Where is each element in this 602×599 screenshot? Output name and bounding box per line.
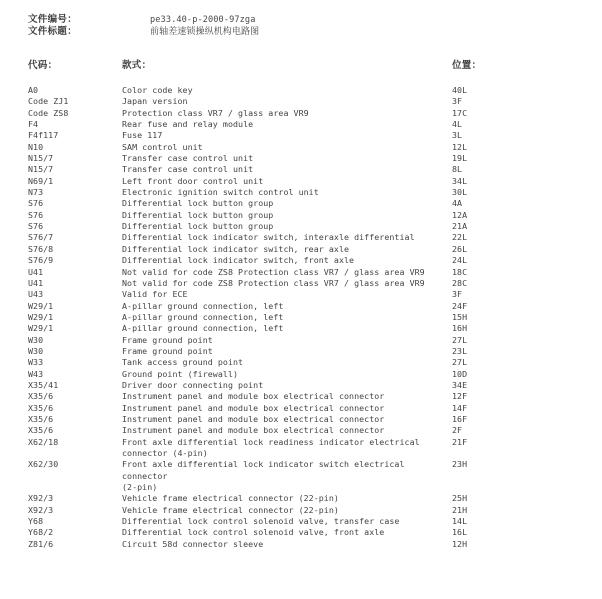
cell-code: W30 (28, 345, 44, 356)
table-row (28, 130, 602, 141)
cell-code: S76 (28, 198, 44, 209)
cell-style: Differential lock control solenoid valve, front axle (122, 527, 385, 538)
cell-code: N10 (28, 141, 44, 152)
cell-style: Instrument panel and module box electrical connector (122, 425, 385, 436)
cell-style (122, 437, 452, 460)
cell-position: 27L (452, 357, 468, 368)
cell-style: A-pillar ground connection, left (122, 323, 284, 334)
cell-position: 21A (452, 221, 468, 232)
cell-style: Driver door connecting point (122, 379, 264, 390)
document-number-label: 文件编号： (28, 14, 78, 25)
cell-style: Differential lock button group (122, 221, 274, 232)
cell-code: Code ZS8 (28, 107, 69, 118)
cell-position: 34L (452, 175, 468, 186)
cell-code: Y68/2 (28, 527, 54, 538)
cell-code: U41 (28, 266, 44, 277)
table-row (28, 176, 602, 187)
cell-style: Fuse 117 (122, 130, 163, 141)
cell-position: 14F (452, 402, 468, 413)
table-column-headers (28, 59, 602, 72)
cell-position: 3F (452, 96, 463, 107)
cell-code: W29/1 (28, 311, 54, 322)
cell-style: Protection class VR7 / glass area VR9 (122, 107, 309, 118)
cell-code: F4f117 (28, 130, 59, 141)
table-row (28, 414, 602, 425)
table-row (28, 142, 602, 153)
column-header-position: 位置： (452, 60, 482, 71)
table-row (28, 539, 602, 550)
column-header-style: 款式： (122, 60, 152, 71)
table-row (28, 357, 602, 368)
cell-position: 23H (452, 459, 468, 470)
cell-code: X35/6 (28, 413, 54, 424)
cell-code: A0 (28, 85, 39, 95)
cell-style: Ground point (firewall) (122, 368, 239, 379)
cell-code: X92/3 (28, 504, 54, 515)
cell-code: W43 (28, 368, 44, 379)
cell-style-line2: (2-pin) (122, 482, 158, 493)
table-row (28, 459, 602, 493)
cell-position: 16L (452, 527, 468, 538)
cell-style-line1: Front axle differential lock readiness indicator electrical (122, 436, 420, 447)
cell-style: Differential lock indicator switch, front axle (122, 255, 355, 266)
table-row (28, 278, 602, 289)
cell-position: 15H (452, 311, 468, 322)
table-row (28, 244, 602, 255)
table-row (28, 164, 602, 175)
cell-code: S76/7 (28, 232, 54, 243)
cell-style: Electronic ignition switch control unit (122, 187, 319, 198)
cell-code: N15/7 (28, 153, 54, 164)
table-row (28, 119, 602, 130)
cell-code: W29/1 (28, 300, 54, 311)
cell-position: 12A (452, 209, 468, 220)
cell-position: 12L (452, 141, 468, 152)
cell-code: Code ZJ1 (28, 96, 69, 107)
cell-code: S76 (28, 209, 44, 220)
table-row (28, 527, 602, 538)
document-title-label: 文件标题： (28, 26, 78, 37)
cell-position: 27L (452, 334, 468, 345)
column-header-code: 代码： (28, 60, 58, 71)
cell-code: X62/18 (28, 436, 59, 447)
cell-style: A-pillar ground connection, left (122, 300, 284, 311)
table-row (28, 346, 602, 357)
cell-code: S76/8 (28, 243, 54, 254)
cell-position: 10D (452, 368, 468, 379)
cell-style: Valid for ECE (122, 289, 188, 300)
cell-position: 18C (452, 266, 468, 277)
cell-position: 3F (452, 289, 463, 300)
table-row (28, 187, 602, 198)
cell-style: Vehicle frame electrical connector (22-pin) (122, 493, 339, 504)
table-row (28, 391, 602, 402)
cell-code: S76 (28, 221, 44, 232)
cell-position: 26L (452, 243, 468, 254)
cell-style: Differential lock indicator switch, rear axle (122, 243, 350, 254)
table-row (28, 301, 602, 312)
table-row (28, 425, 602, 436)
document-title-row (28, 26, 602, 38)
table-row (28, 267, 602, 278)
cell-position: 4L (452, 119, 463, 130)
cell-code: X35/6 (28, 425, 54, 436)
table-row (28, 289, 602, 300)
cell-position: 19L (452, 153, 468, 164)
table-row (28, 198, 602, 209)
cell-code: X35/6 (28, 402, 54, 413)
cell-code: W29/1 (28, 323, 54, 334)
cell-style: Instrument panel and module box electrical connector (122, 391, 385, 402)
cell-code: S76/9 (28, 255, 54, 266)
cell-style: Frame ground point (122, 334, 213, 345)
table-row (28, 505, 602, 516)
cell-position: 25H (452, 493, 468, 504)
table-row (28, 323, 602, 334)
table-row (28, 312, 602, 323)
cell-style: Rear fuse and relay module (122, 119, 254, 130)
cell-style (122, 459, 452, 493)
cell-code: U43 (28, 289, 44, 300)
cell-code: X35/6 (28, 391, 54, 402)
cell-position: 2F (452, 425, 463, 436)
cell-position: 12H (452, 538, 468, 549)
cell-code: N15/7 (28, 164, 54, 175)
cell-code: N69/1 (28, 175, 54, 186)
cell-code: W30 (28, 334, 44, 345)
cell-position: 4A (452, 198, 463, 209)
table-row (28, 380, 602, 391)
cell-style: Differential lock control solenoid valve, transfer case (122, 516, 400, 527)
table-row (28, 221, 602, 232)
cell-position: 14L (452, 516, 468, 527)
cell-style: Left front door control unit (122, 175, 264, 186)
cell-style: Differential lock button group (122, 209, 274, 220)
table-row (28, 335, 602, 346)
cell-position: 8L (452, 164, 463, 175)
table-row (28, 255, 602, 266)
cell-position: 16F (452, 413, 468, 424)
cell-code: F4 (28, 119, 39, 130)
cell-style: Not valid for code ZS8 Protection class VR7 / glass area VR9 (122, 277, 425, 288)
table-row (28, 437, 602, 460)
cell-style-line1: Front axle differential lock indicator switch electrical connector (122, 459, 405, 481)
table-row (28, 210, 602, 221)
cell-position: 21H (452, 504, 468, 515)
cell-code: X35/41 (28, 379, 59, 390)
cell-style-line2: connector (4-pin) (122, 448, 208, 458)
cell-style: A-pillar ground connection, left (122, 311, 284, 322)
cell-position: 34E (452, 379, 468, 390)
cell-style: Instrument panel and module box electrical connector (122, 402, 385, 413)
cell-position: 12F (452, 391, 468, 402)
cell-style: Japan version (122, 96, 188, 107)
cell-style: Not valid for code ZS8 Protection class VR7 / glass area VR9 (122, 266, 425, 277)
cell-code: W33 (28, 357, 44, 368)
cell-position: 24L (452, 255, 468, 266)
cell-style: Tank access ground point (122, 357, 244, 368)
cell-code: N73 (28, 187, 44, 198)
cell-position: 22L (452, 232, 468, 243)
cell-code: U41 (28, 277, 44, 288)
cell-style: Circuit 58d connector sleeve (122, 538, 264, 549)
table-row (28, 232, 602, 243)
cell-position: 16H (452, 323, 468, 334)
cell-position: 24F (452, 300, 468, 311)
table-row (28, 85, 602, 96)
cell-style: Frame ground point (122, 345, 213, 356)
document-title-value: 前轴差速锁操纵机构电路图 (150, 27, 260, 37)
document-meta-block (28, 14, 602, 38)
cell-style: Instrument panel and module box electrical connector (122, 413, 385, 424)
cell-style: Vehicle frame electrical connector (22-pin) (122, 504, 339, 515)
cell-style: Differential lock button group (122, 198, 274, 209)
table-row (28, 516, 602, 527)
table-row (28, 153, 602, 164)
table-row (28, 493, 602, 504)
cell-position: 23L (452, 345, 468, 356)
cell-position: 17C (452, 107, 468, 118)
cell-style: Transfer case control unit (122, 153, 254, 164)
cell-position: 30L (452, 187, 468, 198)
table-row (28, 108, 602, 119)
cell-code: Y68 (28, 516, 44, 527)
cell-position: 21F (452, 436, 468, 447)
table-row (28, 369, 602, 380)
cell-style: Transfer case control unit (122, 164, 254, 175)
cell-position: 40L (452, 85, 468, 95)
cell-position: 28C (452, 277, 468, 288)
cell-style: SAM control unit (122, 141, 203, 152)
cell-style: Color code key (122, 85, 193, 95)
document-number-value: pe33.40-p-2000-97zga (150, 15, 256, 25)
table-row (28, 96, 602, 107)
table-row (28, 403, 602, 414)
component-legend-table (28, 85, 602, 550)
cell-code: X62/30 (28, 459, 59, 470)
cell-style: Differential lock indicator switch, interaxle differential (122, 232, 415, 243)
document-number-row (28, 14, 602, 26)
cell-code: X92/3 (28, 493, 54, 504)
cell-code: Z81/6 (28, 538, 54, 549)
cell-position: 3L (452, 130, 463, 141)
